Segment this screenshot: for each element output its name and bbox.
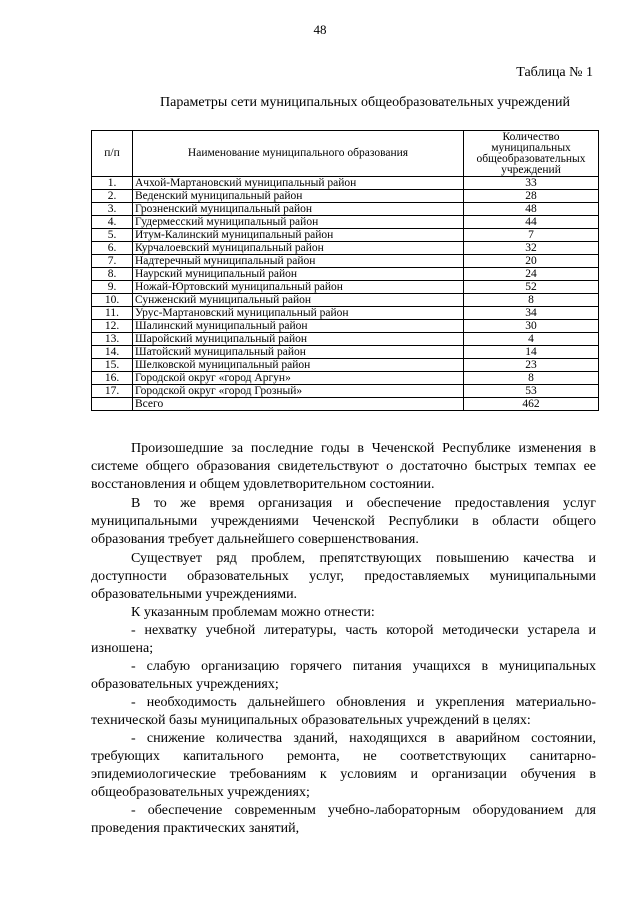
list-item: - слабую организацию горячего питания учащихся в муниципальных образовательных учреждениях;	[91, 659, 596, 692]
table-total-row	[92, 398, 599, 411]
row-count: 28	[464, 190, 599, 203]
table-header-row	[92, 131, 599, 177]
row-name: Ачхой-Мартановский муниципальный район	[133, 177, 464, 190]
table-row	[92, 203, 599, 216]
row-name: Грозненский муниципальный район	[133, 203, 464, 216]
schools-table	[91, 130, 599, 411]
list-item: - необходимость дальнейшего обновления и укрепления материально-технической базы муниципальных образовательных учреждений в целях:	[91, 695, 596, 728]
row-name: Шалинский муниципальный район	[133, 320, 464, 333]
row-num: 11.	[92, 307, 133, 320]
row-count: 14	[464, 346, 599, 359]
table-row	[92, 307, 599, 320]
table-row	[92, 268, 599, 281]
row-num: 4.	[92, 216, 133, 229]
row-count: 34	[464, 307, 599, 320]
paragraph: Произошедшие за последние годы в Чеченской Республике изменения в системе общего образования свидетельствуют о достаточно быстрых темпах ее восстановления и общем удовлетворительном состоянии.	[91, 441, 596, 492]
table-title: Параметры сети муниципальных общеобразовательных учреждений	[160, 95, 570, 110]
row-name: Курчалоевский муниципальный район	[133, 242, 464, 255]
row-name: Веденский муниципальный район	[133, 190, 464, 203]
table-row	[92, 229, 599, 242]
row-count: 7	[464, 229, 599, 242]
row-name: Сунженский муниципальный район	[133, 294, 464, 307]
list-item: - нехватку учебной литературы, часть которой методически устарела и изношена;	[91, 623, 596, 656]
row-num: 12.	[92, 320, 133, 333]
row-count: 48	[464, 203, 599, 216]
header-name: Наименование муниципального образования	[133, 131, 464, 177]
row-name: Итум-Калинский муниципальный район	[133, 229, 464, 242]
row-name: Надтеречный муниципальный район	[133, 255, 464, 268]
row-num: 5.	[92, 229, 133, 242]
total-empty-cell	[92, 398, 133, 411]
row-num: 10.	[92, 294, 133, 307]
table-row	[92, 242, 599, 255]
table-row	[92, 333, 599, 346]
paragraph: Существует ряд проблем, препятствующих повышению качества и доступности образовательных услуг, предоставляемых муниципальными образовательными учреждениями.	[91, 551, 596, 602]
row-name: Урус-Мартановский муниципальный район	[133, 307, 464, 320]
row-num: 6.	[92, 242, 133, 255]
row-num: 17.	[92, 385, 133, 398]
table-row	[92, 190, 599, 203]
row-num: 13.	[92, 333, 133, 346]
row-name: Шатойский муниципальный район	[133, 346, 464, 359]
header-num: п/п	[92, 131, 133, 177]
table-row	[92, 281, 599, 294]
body-text	[91, 440, 596, 838]
row-num: 15.	[92, 359, 133, 372]
page-number: 48	[313, 22, 327, 37]
row-count: 33	[464, 177, 599, 190]
row-count: 8	[464, 294, 599, 307]
row-num: 7.	[92, 255, 133, 268]
table-label: Таблица № 1	[516, 65, 593, 80]
row-count: 30	[464, 320, 599, 333]
table-row	[92, 320, 599, 333]
row-count: 44	[464, 216, 599, 229]
paragraph: К указанным проблемам можно отнести:	[131, 605, 375, 620]
row-count: 52	[464, 281, 599, 294]
total-count: 462	[464, 398, 599, 411]
row-count: 23	[464, 359, 599, 372]
total-label: Всего	[133, 398, 464, 411]
table-row	[92, 216, 599, 229]
row-count: 53	[464, 385, 599, 398]
table-row	[92, 294, 599, 307]
row-count: 8	[464, 372, 599, 385]
row-name: Шелковской муниципальный район	[133, 359, 464, 372]
row-name: Наурский муниципальный район	[133, 268, 464, 281]
row-name: Городской округ «город Грозный»	[133, 385, 464, 398]
row-name: Гудермесский муниципальный район	[133, 216, 464, 229]
list-item: - обеспечение современным учебно-лабораторным оборудованием для проведения практических занятий,	[91, 803, 596, 836]
list-item: - снижение количества зданий, находящихся в аварийном состоянии, требующих капитального ремонта, не соответствующих санитарно-эпидемиологические требованиям к условиям и организации обучения в общеобразовательных учреждениях;	[91, 731, 596, 800]
table-row	[92, 177, 599, 190]
row-num: 14.	[92, 346, 133, 359]
row-name: Городской округ «город Аргун»	[133, 372, 464, 385]
table-row	[92, 346, 599, 359]
row-num: 2.	[92, 190, 133, 203]
row-num: 1.	[92, 177, 133, 190]
row-count: 20	[464, 255, 599, 268]
table-row	[92, 372, 599, 385]
table-row	[92, 255, 599, 268]
row-name: Ножай-Юртовский муниципальный район	[133, 281, 464, 294]
row-num: 3.	[92, 203, 133, 216]
row-count: 4	[464, 333, 599, 346]
table-row	[92, 385, 599, 398]
row-num: 9.	[92, 281, 133, 294]
row-count: 32	[464, 242, 599, 255]
table-row	[92, 359, 599, 372]
row-num: 16.	[92, 372, 133, 385]
paragraph: В то же время организация и обеспечение предоставления услуг муниципальными учреждениями Чеченской Республики в области общего образования требует дальнейшего совершенствования.	[91, 496, 596, 547]
row-num: 8.	[92, 268, 133, 281]
row-name: Шаройский муниципальный район	[133, 333, 464, 346]
table-body	[92, 177, 599, 411]
row-count: 24	[464, 268, 599, 281]
header-count: Количество муниципальных общеобразовательных учреждений	[464, 131, 599, 177]
